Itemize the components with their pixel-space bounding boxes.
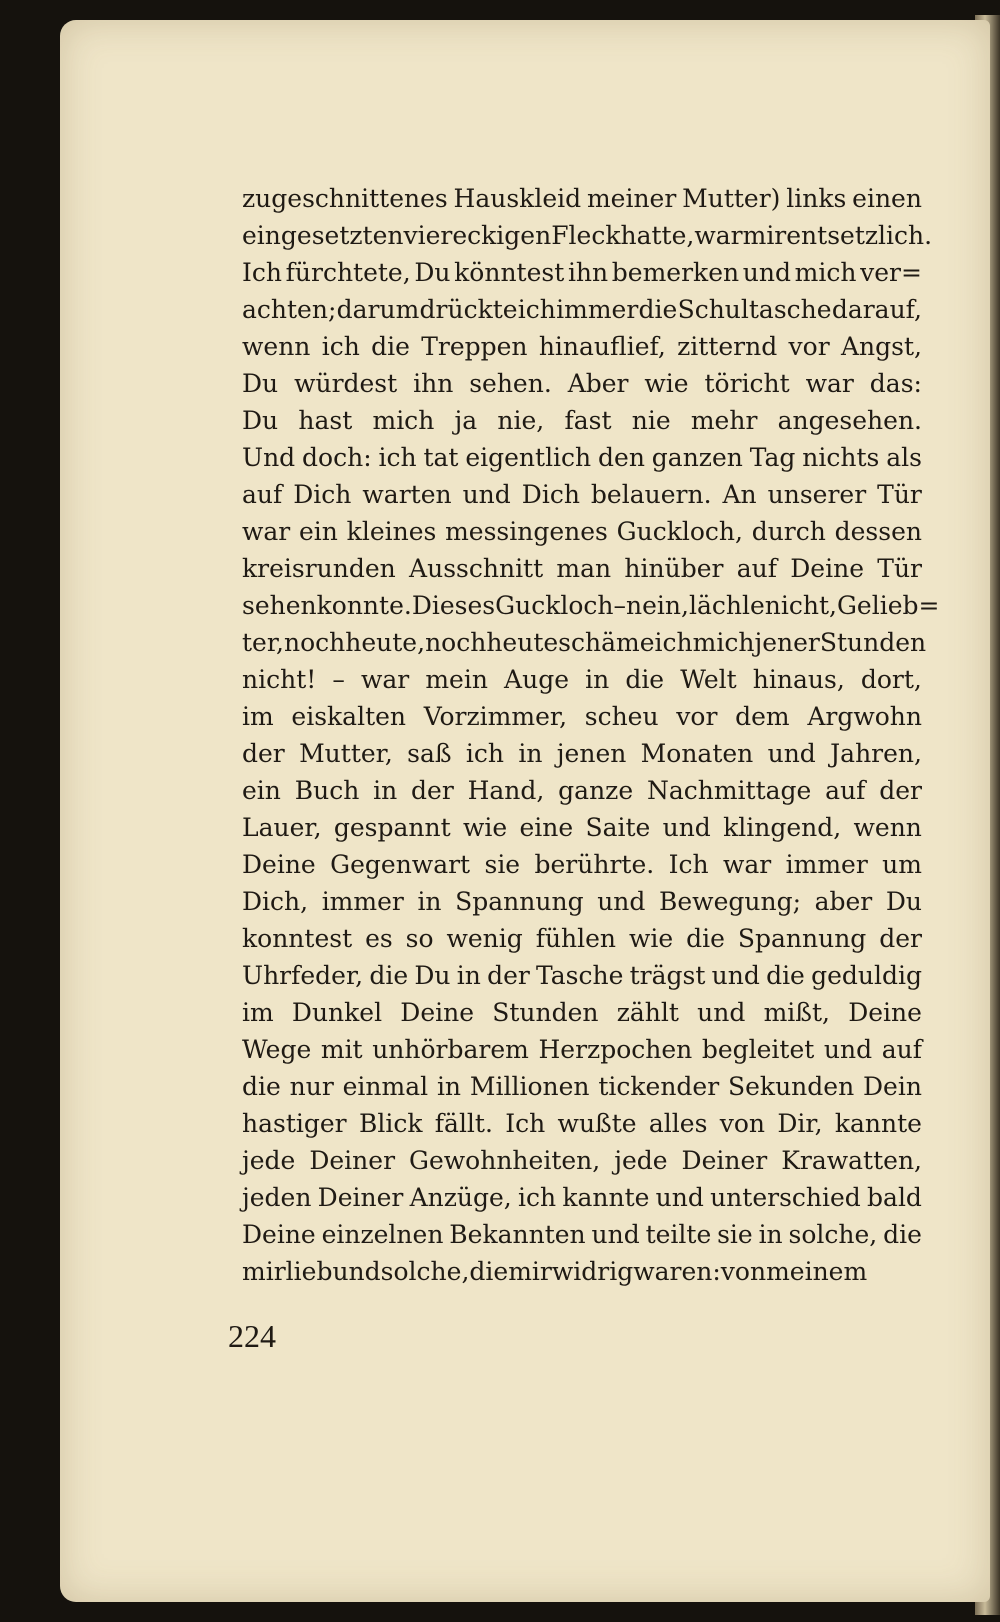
word: Monaten (640, 739, 754, 768)
word: konntest (242, 924, 353, 953)
text-line (242, 1105, 922, 1142)
text-line (242, 439, 922, 476)
word: das: (869, 369, 922, 398)
word: scheu (584, 702, 659, 731)
word: wenn (853, 813, 922, 842)
word: waren: (633, 1257, 721, 1286)
word: Guckloch (495, 591, 614, 620)
word: und (697, 998, 746, 1027)
word: solche, (788, 1220, 878, 1249)
word: Tür (877, 480, 922, 509)
word: zählt (616, 998, 679, 1027)
word: ihn (567, 258, 609, 287)
word: Deiner (681, 1146, 768, 1175)
word: hinaus, (752, 665, 845, 694)
word: die (686, 924, 725, 953)
word: unserer (767, 480, 867, 509)
word: im (242, 998, 274, 1027)
word: die (766, 961, 805, 990)
word: Argwohn (807, 702, 922, 731)
word: ter, (242, 628, 284, 657)
word: wenig (446, 924, 523, 953)
word: ich (654, 628, 693, 657)
text-line (242, 772, 922, 809)
word: dem (735, 702, 790, 731)
word: mich (372, 406, 435, 435)
word: Wege (242, 1035, 312, 1064)
word: messingenes (445, 517, 608, 546)
text-line (242, 957, 922, 994)
word: die (883, 1220, 922, 1249)
word: war (360, 665, 410, 694)
word: noch (284, 628, 346, 657)
text-line (242, 661, 922, 698)
word: und (767, 739, 816, 768)
text-line (242, 217, 933, 254)
word: Treppen (421, 332, 528, 361)
word: war (242, 517, 291, 546)
word: wie (462, 813, 508, 842)
word: – (332, 665, 345, 694)
word: jede (242, 1146, 296, 1175)
word: Herzpochen (538, 1035, 693, 1064)
word: in (518, 739, 543, 768)
word: heute, (345, 628, 426, 657)
word: drückte (419, 295, 518, 324)
word: der (411, 776, 454, 805)
word: fürchtete, (285, 258, 411, 287)
word: – (613, 591, 626, 620)
word: kreisrunden (242, 554, 396, 583)
word: nicht, (764, 591, 837, 620)
word: klingend, (723, 813, 842, 842)
word: alles (648, 1109, 708, 1138)
text-line (242, 1031, 922, 1068)
word: lächle (688, 591, 765, 620)
word: Deine (848, 998, 922, 1027)
word: unterschied (710, 1183, 861, 1212)
word: vor (676, 702, 718, 731)
word: unhörbarem (372, 1035, 529, 1064)
word: immer (321, 887, 404, 916)
word: Sekunden (728, 1072, 855, 1101)
word: ihn (413, 369, 454, 398)
word: Spannung (455, 887, 584, 916)
word: eingesetzten (242, 221, 404, 250)
word: die (242, 1072, 281, 1101)
word: hatte, (620, 221, 695, 250)
text-line (242, 994, 922, 1031)
word: war (805, 369, 854, 398)
word: fällt. (434, 1109, 493, 1138)
word: Ich (668, 850, 709, 879)
word: darum (336, 295, 420, 324)
text-line (242, 365, 922, 402)
word: nichts (802, 443, 880, 472)
word: gespannt (333, 813, 451, 842)
word: Uhrfeder, (242, 961, 364, 990)
word: bemerken (611, 258, 740, 287)
word: eiskalten (291, 702, 407, 731)
word: trägst (629, 961, 706, 990)
word: Dieses (411, 591, 496, 620)
word: der (879, 924, 922, 953)
word: sehen (242, 591, 317, 620)
text-line (242, 180, 922, 217)
text-line (242, 550, 922, 587)
word: Tasche (536, 961, 624, 990)
word: Schultasche (677, 295, 832, 324)
word: Du (242, 369, 279, 398)
word: jener (754, 628, 820, 657)
word: begleitet (701, 1035, 815, 1064)
word: Ich (242, 258, 282, 287)
word: Mutter, (299, 739, 393, 768)
word: angesehen. (777, 406, 922, 435)
word: Deine (400, 998, 475, 1027)
word: Deiner (309, 1146, 396, 1175)
word: mich (692, 628, 755, 657)
word: zitternd (677, 332, 778, 361)
word: um (882, 850, 922, 879)
word: ein (299, 517, 338, 546)
word: mein (425, 665, 488, 694)
word: ich (465, 739, 505, 768)
word: Deiner (317, 1183, 404, 1212)
word: Deine (242, 850, 316, 879)
word: ver= (860, 258, 922, 287)
word: sie (717, 1220, 753, 1249)
word: und (823, 1035, 873, 1064)
word: der (487, 961, 530, 990)
text-line (242, 883, 922, 920)
word: aber (814, 887, 873, 916)
word: so (405, 924, 434, 953)
word: dort, (860, 665, 922, 694)
word: ja (454, 406, 478, 435)
text-line (242, 624, 927, 661)
word: Lauer, (242, 813, 322, 842)
word: Du (414, 961, 451, 990)
word: Hand, (467, 776, 545, 805)
word: und (332, 1257, 381, 1286)
word: Dir, (777, 1109, 823, 1138)
word: von (719, 1109, 766, 1138)
word: Dich, (242, 887, 309, 916)
word: ganzen (651, 443, 743, 472)
word: entsetzlich. (786, 221, 933, 250)
word: Du (242, 406, 279, 435)
word: zugeschnittenes (242, 184, 448, 213)
word: in (585, 665, 610, 694)
word: mich (794, 258, 857, 287)
text-line (242, 1142, 922, 1179)
word: kannte (834, 1109, 922, 1138)
word: dessen (834, 517, 922, 546)
word: eigentlich (465, 443, 592, 472)
word: im (242, 702, 274, 731)
word: in (436, 1072, 462, 1101)
word: Gewohnheiten, (409, 1146, 601, 1175)
word: eine (519, 813, 574, 842)
page-number: 224 (228, 1318, 276, 1354)
word: die (469, 1257, 509, 1286)
text-line (242, 291, 922, 328)
word: Aber (567, 369, 629, 398)
word: Blick (358, 1109, 423, 1138)
word: die (369, 961, 409, 990)
word: Saite (585, 813, 651, 842)
word: noch (425, 628, 487, 657)
word: töricht (704, 369, 790, 398)
word: und (742, 258, 791, 287)
text-line (242, 1253, 922, 1290)
word: Dunkel (291, 998, 383, 1027)
word: hast (298, 406, 353, 435)
word: ich (517, 295, 556, 324)
word: lieb (285, 1257, 333, 1286)
word: mehr (690, 406, 758, 435)
text-line (242, 698, 922, 735)
word: saß (407, 739, 452, 768)
word: doch: (302, 443, 372, 472)
word: Bekannten (449, 1220, 586, 1249)
word: könntest (454, 258, 565, 287)
word: und (711, 961, 760, 990)
word: Krawatten, (781, 1146, 922, 1175)
word: nein, (626, 591, 689, 620)
word: hastiger (242, 1109, 347, 1138)
word: in (456, 961, 481, 990)
word: die (625, 665, 665, 694)
word: wußte (557, 1109, 637, 1138)
word: und (591, 1220, 640, 1249)
text-line (242, 846, 922, 883)
word: Ausschnitt (409, 554, 544, 583)
text-line (242, 920, 922, 957)
word: Nachmittage (646, 776, 812, 805)
word: Tag (749, 443, 796, 472)
text-line (242, 328, 922, 365)
word: der (242, 739, 285, 768)
word: kleines (346, 517, 437, 546)
word: darauf, (831, 295, 922, 324)
word: Millionen (469, 1072, 590, 1101)
word: nicht! (242, 665, 317, 694)
word: Bewegung; (659, 887, 801, 916)
word: mißt, (763, 998, 830, 1027)
word: auf (881, 1035, 922, 1064)
word: würdest (294, 369, 398, 398)
word: heute (486, 628, 559, 657)
word: Vorzimmer, (423, 702, 568, 731)
word: und (655, 1183, 704, 1212)
word: von (720, 1257, 767, 1286)
word: Dich (521, 480, 580, 509)
word: warten (362, 480, 452, 509)
word: Du (414, 258, 451, 287)
word: Gelieb= (836, 591, 940, 620)
word: Angst, (840, 332, 922, 361)
word: ein (242, 776, 281, 805)
word: viereckigen (403, 221, 552, 250)
word: konnte. (316, 591, 412, 620)
word: ganze (558, 776, 634, 805)
word: geduldig (811, 961, 922, 990)
word: vor (788, 332, 830, 361)
text-line (242, 809, 922, 846)
word: tickender (598, 1072, 720, 1101)
word: meiner (586, 184, 677, 213)
word: sehen. (469, 369, 552, 398)
word: bald (867, 1183, 922, 1212)
word: Fleck (551, 221, 621, 250)
text-line (242, 513, 922, 550)
word: Deine (790, 554, 864, 583)
word: Stunden (819, 628, 927, 657)
text-line (242, 587, 940, 624)
word: Welt (680, 665, 737, 694)
word: Spannung (737, 924, 867, 953)
word: der (879, 776, 922, 805)
word: und (462, 480, 511, 509)
word: meinem (766, 1257, 868, 1286)
word: man (556, 554, 612, 583)
word: kannte (562, 1183, 650, 1212)
word: Stunden (492, 998, 599, 1027)
word: Buch (294, 776, 360, 805)
word: berührte. (534, 850, 655, 879)
word: wie (628, 924, 674, 953)
text-line (242, 254, 922, 291)
word: Guckloch, (616, 517, 743, 546)
text-line (242, 1216, 922, 1253)
word: Dein (863, 1072, 922, 1101)
word: jede (614, 1146, 668, 1175)
word: Gegenwart (330, 850, 471, 879)
word: Mutter) (682, 184, 781, 213)
word: und (662, 813, 711, 842)
word: tat (423, 443, 459, 472)
word: sie (484, 850, 521, 879)
text-line (242, 402, 922, 439)
word: wenn (242, 332, 311, 361)
word: nie, (497, 406, 545, 435)
word: als (886, 443, 922, 472)
word: die (638, 295, 678, 324)
word: Und (242, 443, 296, 472)
word: war (694, 221, 743, 250)
word: Du (885, 887, 922, 916)
word: in (758, 1220, 783, 1249)
word: in (373, 776, 398, 805)
word: einzelnen (321, 1220, 444, 1249)
text-line (242, 735, 922, 772)
word: wie (644, 369, 689, 398)
word: achten; (242, 295, 337, 324)
word: links (786, 184, 847, 213)
word: teilte (645, 1220, 712, 1249)
word: jeden (242, 1183, 312, 1212)
body-text (242, 180, 940, 1290)
word: Ich (505, 1109, 546, 1138)
word: immer (785, 850, 868, 879)
word: Dich (293, 480, 352, 509)
word: die (371, 332, 410, 361)
word: mit (320, 1035, 363, 1064)
word: An (722, 480, 757, 509)
word: den (598, 443, 645, 472)
word: war (722, 850, 772, 879)
word: fühlen (535, 924, 617, 953)
word: es (365, 924, 393, 953)
word: widrig (551, 1257, 634, 1286)
word: auf (242, 480, 283, 509)
word: Jahren, (830, 739, 922, 768)
word: ich (378, 443, 417, 472)
word: einmal (342, 1072, 429, 1101)
word: durch (751, 517, 826, 546)
word: Hauskleid (453, 184, 582, 213)
word: schäme (558, 628, 655, 657)
word: nie (631, 406, 671, 435)
word: mir (508, 1257, 552, 1286)
word: Auge (504, 665, 570, 694)
text-line (242, 476, 922, 513)
word: mir (742, 221, 787, 250)
word: einen (852, 184, 922, 213)
text-line (242, 1068, 922, 1105)
word: mir (242, 1257, 286, 1286)
word: fast (564, 406, 612, 435)
word: nur (289, 1072, 334, 1101)
word: auf (736, 554, 777, 583)
word: in (417, 887, 442, 916)
word: auf (825, 776, 866, 805)
word: immer (556, 295, 639, 324)
word: jenen (556, 739, 627, 768)
word: belauern. (590, 480, 712, 509)
word: solche, (380, 1257, 470, 1286)
word: Anzüge, (409, 1183, 512, 1212)
word: Deine (242, 1220, 316, 1249)
word: ich (321, 332, 360, 361)
word: Tür (877, 554, 922, 583)
word: hinauflief, (538, 332, 666, 361)
word: und (597, 887, 646, 916)
word: ich (517, 1183, 557, 1212)
text-line (242, 1179, 922, 1216)
word: hinüber (624, 554, 724, 583)
